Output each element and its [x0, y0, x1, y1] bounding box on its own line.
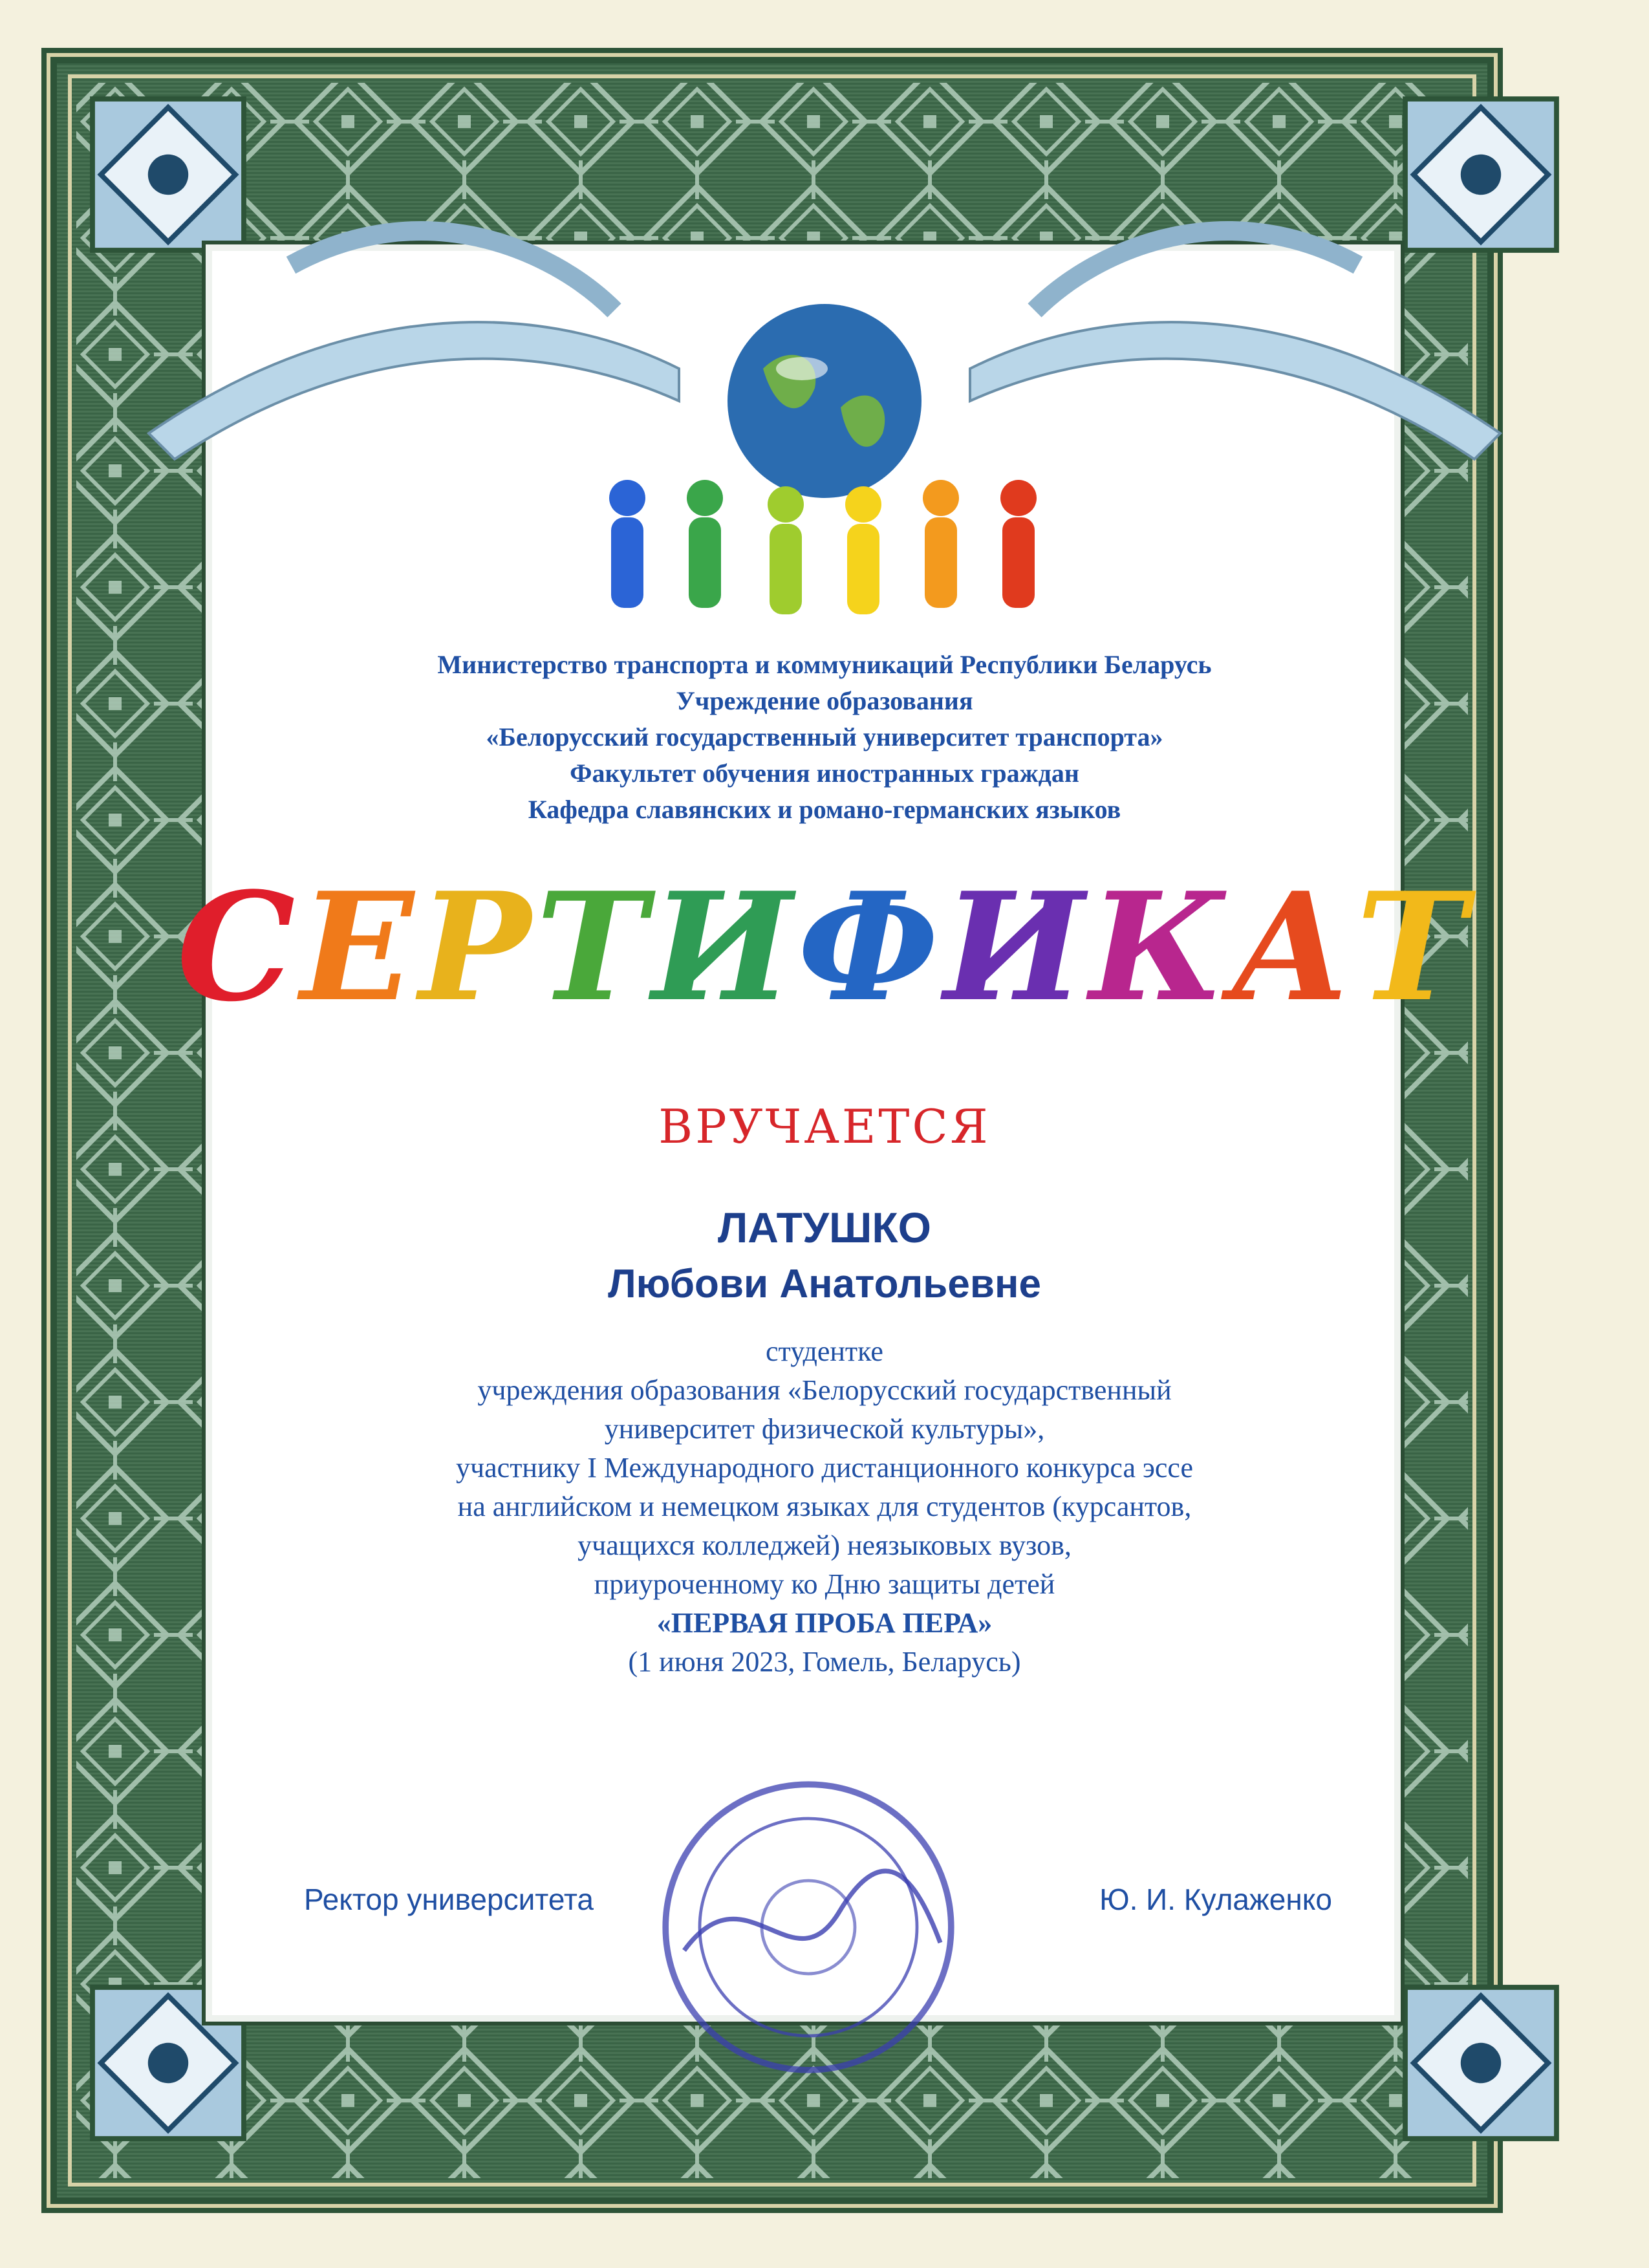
- children-circle-icon: [582, 440, 1067, 634]
- event-date-place: (1 июня 2023, Гомель, Беларусь): [628, 1646, 1021, 1678]
- title-letter: К: [1089, 860, 1231, 1035]
- corner-ornament-icon: [1397, 1979, 1565, 2147]
- rector-label: Ректор университета: [304, 1883, 594, 1916]
- institution-header: [0, 647, 1649, 828]
- title-letter: А: [1230, 860, 1357, 1035]
- body-line: учащихся колледжей) неязыковых вузов,: [577, 1529, 1072, 1561]
- title-letter: Р: [418, 860, 536, 1035]
- body-line: университет физической культуры»,: [604, 1413, 1045, 1445]
- signature-row: [304, 1882, 1332, 1934]
- rector-name: Ю. И. Кулаженко: [1099, 1883, 1332, 1916]
- title-letter: С: [177, 860, 301, 1035]
- title-letter: И: [651, 860, 798, 1035]
- title-letter: И: [943, 860, 1090, 1035]
- awarded-label: ВРУЧАЕТСЯ: [658, 1099, 991, 1154]
- faculty-line: Факультет обучения иностранных граждан: [570, 759, 1079, 788]
- title-letter: Ф: [797, 860, 944, 1035]
- ministry-line: Министерство транспорта и коммуникаций Республики Беларусь: [437, 650, 1212, 679]
- body-line: приуроченному ко Дню защиты детей: [594, 1568, 1055, 1600]
- title-letter: Т: [1356, 860, 1472, 1035]
- body-line: участнику I Международного дистанционного конкурса эссе: [456, 1452, 1193, 1484]
- recipient-surname: ЛАТУШКО: [718, 1204, 931, 1251]
- university-line: «Белорусский государственный университет транспорта»: [486, 722, 1163, 751]
- certificate-body: [0, 1332, 1649, 1681]
- department-line: Кафедра славянских и романо-германских языков: [528, 795, 1121, 824]
- body-line: учреждения образования «Белорусский государственный: [477, 1374, 1172, 1406]
- body-line: студентке: [766, 1335, 883, 1367]
- title-letter: Е: [300, 860, 419, 1035]
- body-line: на английском и немецком языках для студентов (курсантов,: [457, 1491, 1192, 1522]
- certificate-title: [0, 860, 1649, 1035]
- title-letter: Т: [535, 860, 652, 1035]
- institution-type-line: Учреждение образования: [676, 686, 973, 715]
- contest-title: «ПЕРВАЯ ПРОБА ПЕРА»: [656, 1607, 993, 1639]
- recipient-given-name: Любови Анатольевне: [608, 1262, 1041, 1306]
